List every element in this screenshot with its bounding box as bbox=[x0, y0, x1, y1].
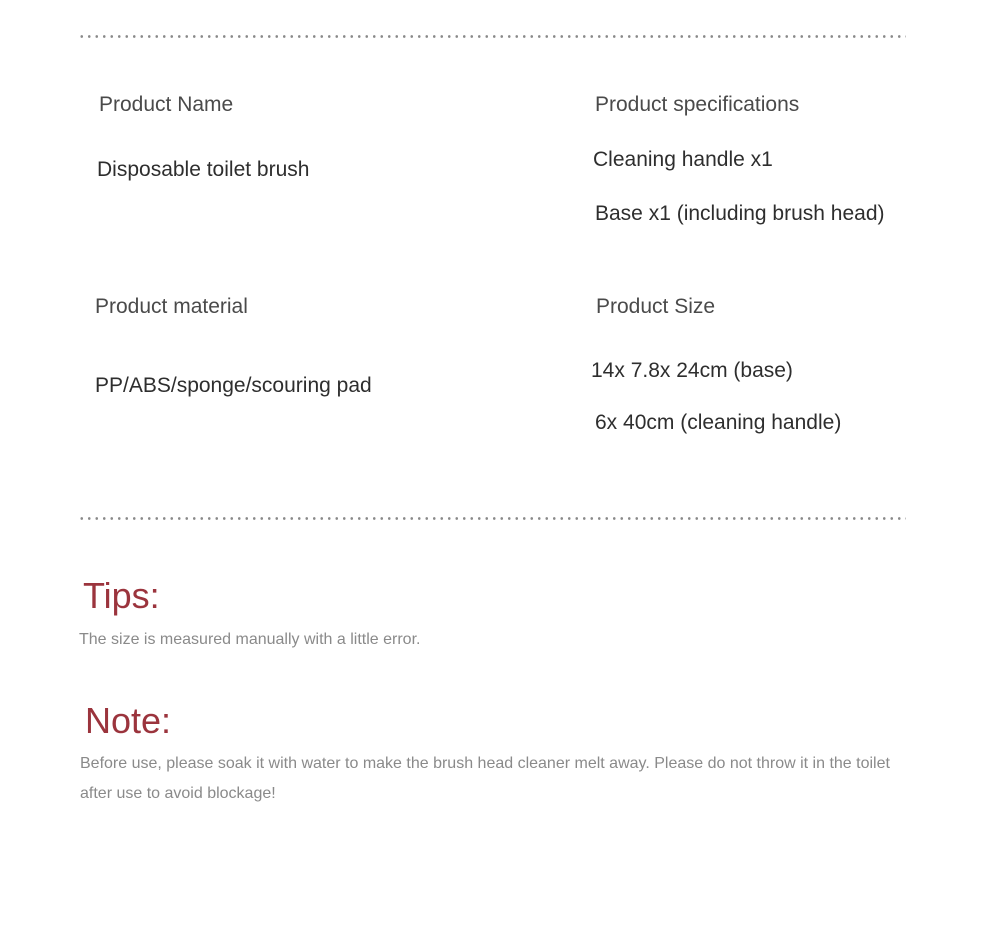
note-heading: Note: bbox=[85, 700, 172, 741]
specification-item-handle: Cleaning handle x1 bbox=[593, 148, 773, 171]
note-text: Before use, please soak it with water to make the brush head cleaner melt away. Please do not throw it in the toilet after use to avoid blockage! bbox=[80, 755, 890, 802]
product-material-label: Product material bbox=[95, 295, 248, 318]
tips-text: The size is measured manually with a little error. bbox=[79, 631, 421, 648]
size-item-base: 14x 7.8x 24cm (base) bbox=[591, 359, 793, 382]
middle-dotted-divider bbox=[78, 517, 906, 520]
tips-heading: Tips: bbox=[83, 575, 160, 616]
top-dotted-divider bbox=[78, 35, 906, 38]
product-name-value: Disposable toilet brush bbox=[97, 158, 310, 181]
specification-item-base: Base x1 (including brush head) bbox=[595, 202, 885, 225]
size-item-handle: 6x 40cm (cleaning handle) bbox=[595, 411, 842, 434]
product-material-value: PP/ABS/sponge/scouring pad bbox=[95, 374, 372, 397]
product-name-label: Product Name bbox=[99, 93, 234, 116]
product-specifications-label: Product specifications bbox=[595, 93, 800, 116]
product-size-label: Product Size bbox=[596, 295, 716, 318]
